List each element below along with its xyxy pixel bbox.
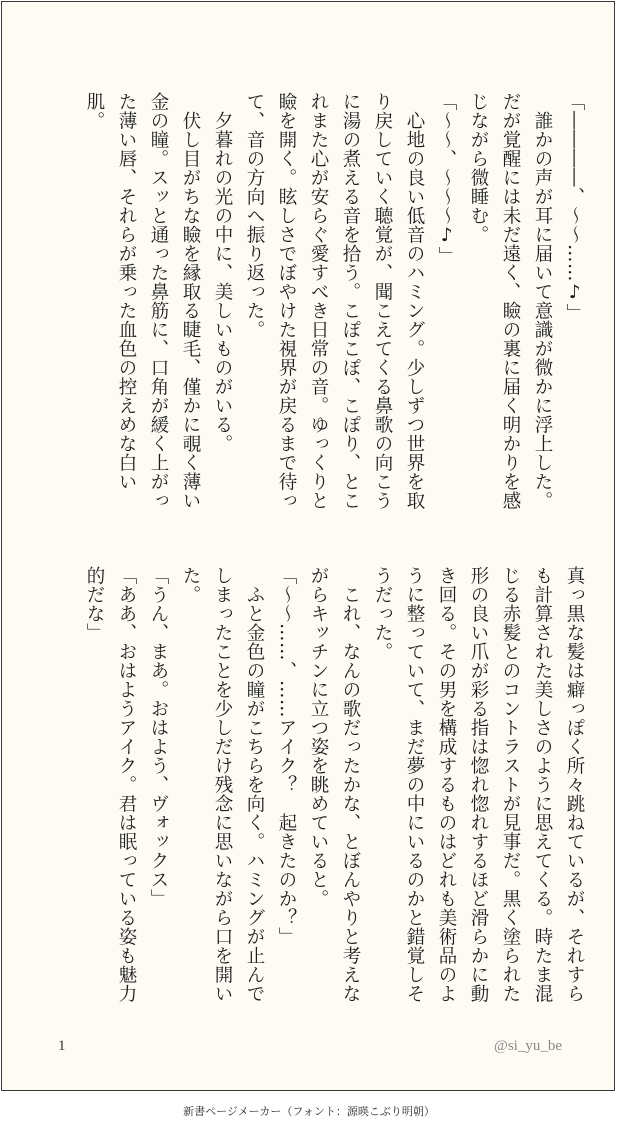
footer-caption: 新書ページメーカー（フォント：源暎こぶり明朝） <box>183 1105 435 1118</box>
paragraph: 誰かの声が耳に届いて意識が微かに浮上した。だが覚醒には未だ遠く、瞼の裏に届く明かりを感じながら微睡む。 <box>468 92 553 510</box>
paragraph: ふと金色の瞳がこちらを向く。ハミングが止んでしまったことを少しだけ残念に思いながら口を開いた。 <box>180 566 265 1003</box>
paragraph: 「～～、～～～♪」 <box>436 92 457 266</box>
paragraph: 伏し目がちな瞼を縁取る睫毛、僅かに覗く薄い金の瞳。スッと通った鼻筋に、口角が緩く上がった薄い唇、それらが乗った血色の控えめな白い肌。 <box>84 92 201 510</box>
paragraph: 心地の良い低音のハミング。少しずつ世界を取り戻していく聴覚が、聞こえてくる鼻歌の向こうに湯の煮える音を拾う。こぽこぽ、こぽり、とこれまた心が安らぐ愛すべき日常の音。ゆっくりと瞼を開く。眩しさでぼやけた視界が戻るまで待って、音の方向へ振り返った。 <box>244 92 425 510</box>
paragraph: 「～～……、……アイク？ 起きたのか？」 <box>276 566 297 946</box>
paragraph: 夕暮れの光の中に、美しいものがいる。 <box>212 92 233 453</box>
paragraph: 真っ黒な髪は癖っぽく所々跳ねているが、それすらも計算された美しさのように思えてくる。時たま混じる赤髪とのコントラストが見事だ。黒く塗られた形の良い爪が彩る指は惚れ惚れするほど滑らかに動き回る。その男を構成するものはどれも美術品のように整っていて、まだ夢の中にいるのかと錯覚しそうだった。 <box>372 566 585 1003</box>
paragraph: 「うん、まあ。おはよう、ヴォックス」 <box>148 566 169 908</box>
paragraph: 「ああ、おはようアイク。君は眠っている姿も魅力的だな」 <box>84 566 137 1003</box>
author-handle: @si_yu_be <box>494 1038 562 1054</box>
page-number: 1 <box>58 1038 66 1054</box>
text-block-bottom <box>50 566 590 1006</box>
text-block-top <box>50 92 590 527</box>
paragraph: 「――――、～～……♪」 <box>564 92 585 323</box>
book-page <box>1 1 615 1091</box>
paragraph: これ、なんの歌だったかな、とぼんやりと考えながらキッチンに立つ姿を眺めていると。 <box>308 566 361 1003</box>
